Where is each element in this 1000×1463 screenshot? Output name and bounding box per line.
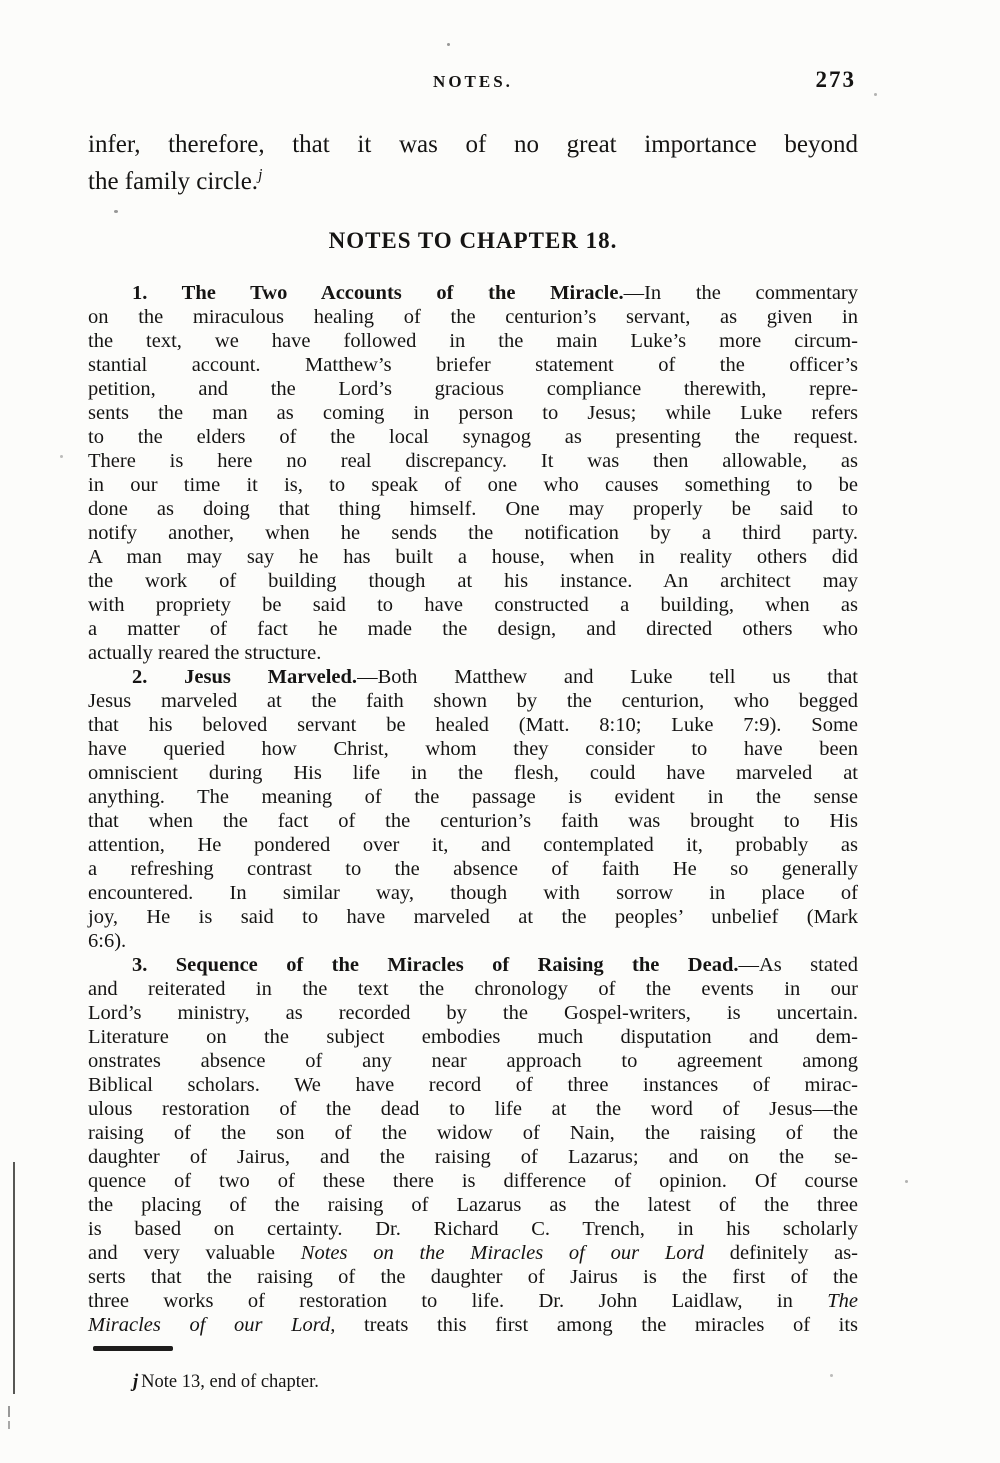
page-header	[88, 67, 858, 102]
text-line: daughter of Jairus, and the raising of Lazarus; and on the se-	[88, 1146, 858, 1168]
text-line: and very valuable Notes on the Miracles of our Lord definitely as-	[88, 1242, 859, 1264]
text-line: three works of restoration to life. Dr. John Laidlaw, in The	[88, 1290, 858, 1312]
scan-artifact-tick	[8, 1406, 10, 1417]
text-column	[88, 67, 859, 1394]
text-line: a refreshing contrast to the absence of faith He so generally	[88, 858, 858, 880]
footnote-text: Note 13, end of chapter.	[141, 1372, 319, 1392]
note-1-two-accounts	[88, 281, 858, 665]
text-line: ulous restoration of the dead to life at the word of Jesus—the	[88, 1098, 858, 1120]
text-line: infer, therefore, that it was of no great importance beyond	[88, 131, 858, 158]
text-line: to the elders of the local synagog as presenting the request.	[88, 426, 858, 448]
text-line: the work of building though at his instance. An architect may	[88, 570, 858, 592]
intro-paragraph	[88, 126, 858, 200]
text-line: that his beloved servant be healed (Matt. 8:10; Luke 7:9). Some	[88, 714, 858, 736]
running-head: NOTES.	[433, 72, 513, 91]
scan-artifact-tick	[8, 1421, 10, 1429]
text-line: that when the fact of the centurion’s faith was brought to His	[88, 810, 858, 832]
text-line: with propriety be said to have constructed a building, when as	[88, 594, 858, 616]
text-line: actually reared the structure.	[88, 642, 322, 664]
page-number: 273	[815, 67, 856, 92]
text-line: is based on certainty. Dr. Richard C. Trench, in his scholarly	[88, 1218, 858, 1240]
scan-artifact-line	[13, 1162, 15, 1394]
text-line: petition, and the Lord’s gracious compliance therewith, repre-	[88, 378, 858, 400]
text-line: Literature on the subject embodies much disputation and dem-	[88, 1026, 858, 1048]
text-line: done as doing that thing himself. One may properly be said to	[88, 498, 858, 520]
text-line: a matter of fact he made the design, and directed others who	[88, 618, 858, 640]
text-line: Miracles of our Lord, treats this first among the miracles of its	[88, 1314, 858, 1336]
text-line: the placing of the raising of Lazarus as the latest of the three	[88, 1194, 858, 1216]
scan-speck	[874, 93, 877, 96]
text-line: sents the man as coming in person to Jesus; while Luke refers	[88, 402, 858, 424]
text-line: and reiterated in the text the chronology of the events in our	[88, 978, 858, 1000]
text-line: 1. The Two Accounts of the Miracle.—In the commentary	[132, 282, 858, 304]
text-line: joy, He is said to have marveled at the peoples’ unbelief (Mark	[88, 906, 858, 928]
text-line: encountered. In similar way, though with sorrow in place of	[88, 882, 858, 904]
text-line: 6:6).	[88, 930, 127, 952]
scan-speck	[905, 1180, 908, 1183]
text-line: attention, He pondered over it, and contemplated it, probably as	[88, 834, 858, 856]
text-line: A man may say he has built a house, when in reality others did	[88, 546, 858, 568]
text-line: quence of two of these there is difference of opinion. Of course	[88, 1170, 858, 1192]
footnote-separator	[93, 1346, 173, 1351]
text-line: Lord’s ministry, as recorded by the Gospel-writers, is uncertain.	[88, 1002, 858, 1024]
note-3-sequence-of-miracles	[88, 953, 858, 1337]
text-line: in our time it is, to speak of one who causes something to be	[88, 474, 858, 496]
text-line: the family circle.$^j$	[88, 166, 263, 195]
footnote	[88, 1370, 858, 1394]
text-line: raising of the son of the widow of Nain, the raising of the	[88, 1122, 858, 1144]
text-line: Jesus marveled at the faith shown by the centurion, who begged	[88, 690, 858, 712]
text-line: have queried how Christ, whom they consider to have been	[88, 738, 858, 760]
text-line: anything. The meaning of the passage is evident in the sense	[88, 786, 858, 808]
text-line: the text, we have followed in the main Luke’s more circum-	[88, 330, 858, 352]
note-2-jesus-marveled	[88, 665, 858, 953]
text-line: There is here no real discrepancy. It was then allowable, as	[88, 450, 858, 472]
text-line: 2. Jesus Marveled.—Both Matthew and Luke tell us that	[132, 666, 858, 688]
text-line: serts that the raising of the daughter of Jairus is the first of the	[88, 1266, 858, 1288]
text-line: onstrates absence of any near approach to agreement among	[88, 1050, 858, 1072]
text-line: notify another, when he sends the notification by a third party.	[88, 522, 858, 544]
footnote-marker: j	[133, 1372, 139, 1392]
text-line: omniscient during His life in the flesh, could have marveled at	[88, 762, 858, 784]
text-line: stantial account. Matthew’s briefer statement of the officer’s	[88, 354, 858, 376]
scan-speck	[447, 43, 450, 46]
text-line: Biblical scholars. We have record of three instances of mirac-	[88, 1074, 858, 1096]
chapter-heading: NOTES TO CHAPTER 18.	[328, 228, 618, 253]
text-line: on the miraculous healing of the centurion’s servant, as given in	[88, 306, 858, 328]
scan-speck	[60, 455, 63, 458]
text-line: 3. Sequence of the Miracles of Raising the Dead.—As stated	[132, 954, 858, 976]
